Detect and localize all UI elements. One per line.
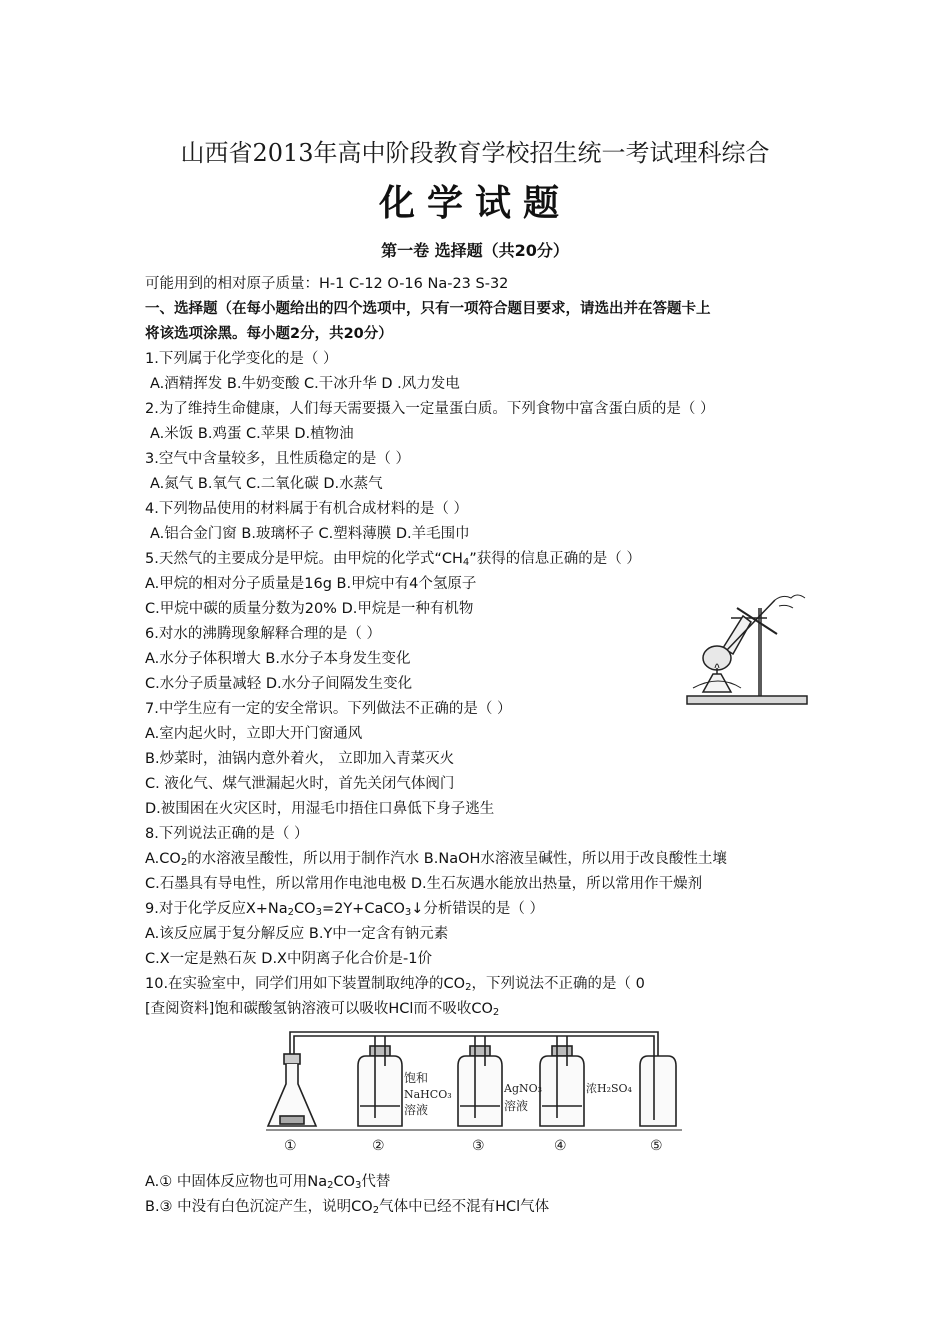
question-4: 4.下列物品使用的材料属于有机合成材料的是（ ） <box>145 501 468 517</box>
question-6: 6.对水的沸腾现象解释合理的是（ ） <box>145 626 381 642</box>
number-3: ③ <box>472 1138 485 1154</box>
q10a-part-1: A.① 中固体反应物也可用Na <box>145 1174 328 1190</box>
q10b-sub: 2 <box>372 1205 380 1216</box>
question-7-option-b: B.炒菜时，油锅内意外着火， 立即加入青菜灭火 <box>145 751 455 767</box>
boiling-water-apparatus-illustration <box>675 588 815 714</box>
question-9-options-ab: A.该反应属于复分解反应 B.Y中一定含有钠元素 <box>145 926 449 942</box>
q8-text-a: A.CO <box>145 851 181 867</box>
question-9-options-cd: C.X一定是熟石灰 D.X中阴离子化合价是-1价 <box>145 951 432 967</box>
question-1-options: A.酒精挥发 B.牛奶变酸 C.干冰升华 D .风力发电 <box>150 376 460 392</box>
question-7-option-d: D.被围困在火灾区时，用湿毛巾捂住口鼻低下身子逃生 <box>145 801 495 817</box>
question-3: 3.空气中含量较多，且性质稳定的是（ ） <box>145 451 410 467</box>
question-3-options: A.氮气 B.氧气 C.二氧化碳 D.水蒸气 <box>150 476 383 492</box>
label-saturated: 饱和 <box>404 1071 429 1085</box>
q9-part-2: CO <box>294 901 316 917</box>
question-7-option-c: C. 液化气、煤气泄漏起火时，首先关闭气体阀门 <box>145 776 455 792</box>
q10-part-1: 10.在实验室中，同学们用如下装置制取纯净的CO <box>145 976 466 992</box>
question-8: 8.下列说法正确的是（ ） <box>145 826 309 842</box>
subject-title: 化学试题 <box>378 182 571 224</box>
number-2: ② <box>372 1138 385 1154</box>
q10a-sub-1: 2 <box>327 1180 334 1191</box>
question-6-options-cd: C.水分子质量减轻 D.水分子间隔发生变化 <box>145 676 413 692</box>
q10-sub: 2 <box>465 982 472 993</box>
label-solution-2: 溶液 <box>404 1103 429 1117</box>
page-title: 山西省2013年高中阶段教育学校招生统一考试理科综合 <box>180 139 770 167</box>
section-instruction-2: 将该选项涂黑。每小题2分，共20分） <box>145 326 393 342</box>
q10a-part-3: 代替 <box>361 1174 391 1190</box>
section-instruction-1: 一、选择题（在每小题给出的四个选项中，只有一项符合题目要求，请选出并在答题卡上 <box>145 301 711 317</box>
question-2: 2.为了维持生命健康，人们每天需要摄入一定量蛋白质。下列食物中富含蛋白质的是（ ） <box>145 401 715 417</box>
question-9 <box>145 899 544 919</box>
q9-part-1: 9.对于化学反应X+Na <box>145 901 288 917</box>
q10-ref-sub: 2 <box>492 1007 500 1018</box>
atomic-masses: 可能用到的相对原子质量：H-1 C-12 O-16 Na-23 S-32 <box>145 276 509 292</box>
question-8-options-ab <box>145 849 727 869</box>
q5-text-b: ”获得的信息正确的是（ ） <box>469 551 641 567</box>
q5-sub: 4 <box>462 557 470 568</box>
q9-sub-2: 3 <box>315 907 322 918</box>
q10a-sub-2: 3 <box>355 1180 362 1191</box>
q10b-part-1: B.③ 中没有白色沉淀产生，说明CO <box>145 1199 373 1215</box>
number-5: ⑤ <box>650 1138 663 1154</box>
q8-sub: 2 <box>180 857 188 868</box>
label-h2so4: 浓H₂SO₄ <box>586 1082 632 1095</box>
question-10-option-b <box>145 1197 549 1217</box>
question-2-options: A.米饭 B.鸡蛋 C.苹果 D.植物油 <box>150 426 354 442</box>
q10b-part-2: 气体中已经不混有HCl气体 <box>379 1199 550 1215</box>
label-nahco3: NaHCO₃ <box>404 1088 452 1101</box>
question-5-options-cd: C.甲烷中碳的质量分数为20% D.甲烷是一种有机物 <box>145 601 474 617</box>
question-5-options-ab: A.甲烷的相对分子质量是16g B.甲烷中有4个氢原子 <box>145 576 477 592</box>
question-4-options: A.铝合金门窗 B.玻璃杯子 C.塑料薄膜 D.羊毛围巾 <box>150 526 470 542</box>
question-10-reference <box>145 999 499 1019</box>
label-agno3: AgNO₃ <box>504 1082 543 1095</box>
q5-text-a: 5.天然气的主要成分是甲烷。由甲烷的化学式“CH <box>145 551 463 567</box>
question-7: 7.中学生应有一定的安全常识。下列做法不正确的是（ ） <box>145 701 512 717</box>
question-10-option-a <box>145 1172 390 1192</box>
label-solution-3: 溶液 <box>504 1099 529 1113</box>
part-heading: 第一卷 选择题（共20分） <box>381 241 569 260</box>
q10a-part-2: CO <box>333 1174 356 1190</box>
question-6-options-ab: A.水分子体积增大 B.水分子本身发生变化 <box>145 651 411 667</box>
co2-apparatus-diagram <box>262 1026 702 1158</box>
number-4: ④ <box>554 1138 567 1154</box>
question-8-options-cd: C.石墨具有导电性，所以常用作电池电极 D.生石灰遇水能放出热量，所以常用作干燥剂 <box>145 876 703 892</box>
q9-sub-3: 3 <box>404 907 412 918</box>
question-10 <box>145 974 645 994</box>
q8-text-b: 的水溶液呈酸性，所以用于制作汽水 B.NaOH水溶液呈碱性，所以用于改良酸性土壤 <box>187 851 727 867</box>
q10-part-2: ，下列说法不正确的是（ 0 <box>471 976 645 992</box>
question-5 <box>145 549 641 569</box>
q9-sub-1: 2 <box>287 907 295 918</box>
question-1: 1.下列属于化学变化的是（ ） <box>145 351 338 367</box>
number-1: ① <box>284 1138 297 1154</box>
question-7-option-a: A.室内起火时，立即大开门窗通风 <box>145 726 363 742</box>
q9-part-4: ↓分析错误的是（ ） <box>411 901 545 917</box>
q10-ref-text: [查阅资料]饱和碳酸氢钠溶液可以吸收HCl而不吸收CO <box>145 1001 493 1017</box>
q9-part-3: =2Y+CaCO <box>321 901 405 917</box>
